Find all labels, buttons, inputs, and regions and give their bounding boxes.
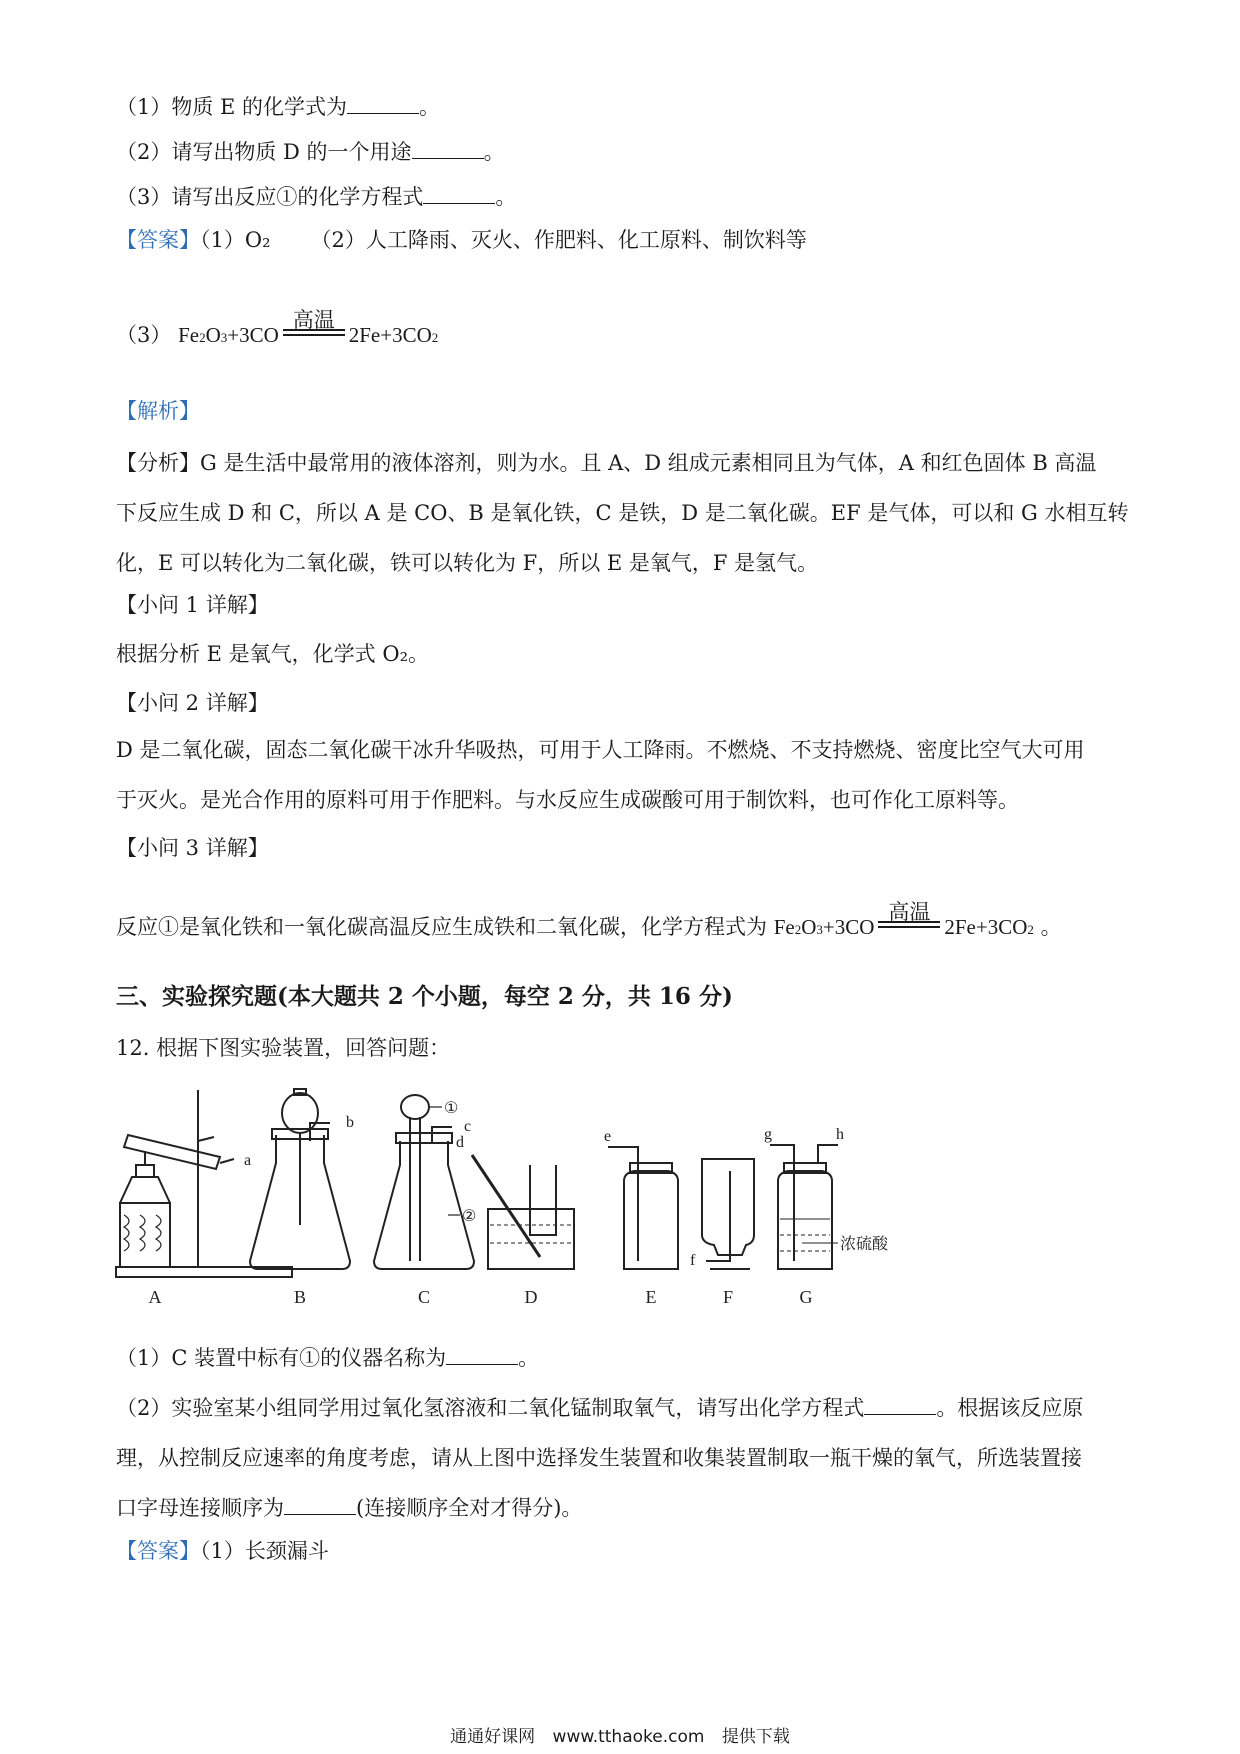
answer-blank	[347, 95, 419, 114]
question-1: （1）物质 E 的化学式为 。	[116, 95, 441, 119]
answer-line-2: 【答案】（1）长颈漏斗	[116, 1539, 329, 1563]
answer-tag: 【答案】	[116, 228, 200, 252]
port-d: d	[456, 1134, 464, 1151]
apparatus-a	[116, 1090, 292, 1277]
page-footer: 通通好课网 www.tthaoke.com 提供下载	[450, 1727, 790, 1747]
question-2: （2）请写出物质 D 的一个用途 。	[116, 140, 505, 164]
answer-blank	[412, 140, 484, 159]
figure-label-c: C	[417, 1287, 431, 1307]
port-e: e	[604, 1128, 612, 1145]
apparatus-figure	[110, 1085, 1010, 1310]
apparatus-g	[770, 1145, 838, 1269]
figure-label-a: A	[148, 1287, 162, 1307]
figure-label-e: E	[645, 1287, 657, 1307]
apparatus-c	[374, 1095, 477, 1269]
apparatus-b	[250, 1089, 350, 1269]
question-12-2: （2）实验室某小组同学用过氧化氢溶液和二氧化锰制取氧气，请写出化学方程式 。根据该反应原 理，从控制反应速率的角度考虑，请从上图中选择发生装置和收集装置制取一瓶干燥的氧气，所选装置接 口字母连接顺序为 (连接顺序全对才得分)。	[116, 1396, 1084, 1520]
sub1-title: 【小问 1 详解】	[116, 593, 269, 617]
chemical-equation: Fe 2 O 3 +3CO 高温 2Fe+3CO 2	[178, 308, 439, 347]
sub1-text: 根据分析 E 是氧气，化学式 O₂。	[116, 642, 429, 666]
apparatus-d	[472, 1155, 574, 1269]
port-c: c	[464, 1118, 472, 1135]
figure-label-g: G	[799, 1287, 813, 1307]
reaction-condition: 高温	[283, 335, 345, 342]
sub2-paragraph: D 是二氧化碳，固态二氧化碳干冰升华吸热，可用于人工降雨。不燃烧、不支持燃烧、密度比空气大可用 于灭火。是光合作用的原料可用于作肥料。与水反应生成碳酸可用于制饮料，也可作化工原料等。	[116, 738, 1085, 812]
chemical-equation: Fe 2 O 3 +3CO 高温 2Fe+3CO 2	[773, 900, 1034, 939]
apparatus-e	[608, 1147, 678, 1269]
figure-label-b: B	[293, 1287, 307, 1307]
mark-1: ①	[444, 1100, 459, 1117]
answer-equation-line: （3） Fe 2 O 3 +3CO 高温 2Fe+3CO 2	[116, 320, 438, 353]
answer-blank	[446, 1346, 518, 1365]
answer-line-1: 【答案】（1）O₂ （2）人工降雨、灭火、作肥料、化工原料、制饮料等	[116, 228, 807, 252]
port-f: f	[690, 1252, 696, 1269]
port-h: h	[836, 1126, 844, 1143]
sub3-title: 【小问 3 详解】	[116, 836, 269, 860]
acid-label: 浓硫酸	[840, 1236, 889, 1253]
answer-blank	[864, 1396, 936, 1415]
answer-blank	[423, 185, 495, 204]
section-heading: 三、实验探究题(本大题共 2 个小题，每空 2 分，共 16 分)	[116, 983, 733, 1010]
mark-2: ②	[462, 1208, 477, 1225]
question-12-stem: 12. 根据下图实验装置，回答问题：	[116, 1036, 451, 1060]
question-12-1: （1）C 装置中标有①的仪器名称为 。	[116, 1346, 540, 1370]
question-3: （3）请写出反应①的化学方程式 。	[116, 185, 517, 209]
sub2-title: 【小问 2 详解】	[116, 691, 269, 715]
analysis-tag: 【解析】	[116, 399, 200, 423]
footer-url[interactable]: www.tthaoke.com	[552, 1727, 705, 1747]
reaction-condition: 高温	[878, 927, 940, 934]
analysis-paragraph: 【分析】G 是生活中最常用的液体溶剂，则为水。且 A、D 组成元素相同且为气体，A 和红色固体 B 高温 下反应生成 D 和 C，所以 A 是 CO、B 是氧化铁，C 是铁，D 是二氧化碳。EF 是气体，可以和 G 水相互转 化，E 可以转化为二氧化碳，铁可以转化为 F，所以 E 是氧气，F 是氢气。	[116, 451, 1129, 575]
port-g: g	[764, 1126, 772, 1143]
port-a: a	[244, 1152, 252, 1169]
figure-label-f: F	[722, 1287, 734, 1307]
answer-tag: 【答案】	[116, 1539, 200, 1563]
figure-label-d: D	[524, 1287, 538, 1307]
port-b: b	[346, 1114, 354, 1131]
sub3-text: 反应①是氧化铁和一氧化碳高温反应生成铁和二氧化碳，化学方程式为 Fe 2 O 3 +3CO 高温 2Fe+3CO 2 。	[116, 912, 1062, 945]
apparatus-f	[702, 1159, 754, 1269]
answer-blank	[284, 1496, 356, 1515]
